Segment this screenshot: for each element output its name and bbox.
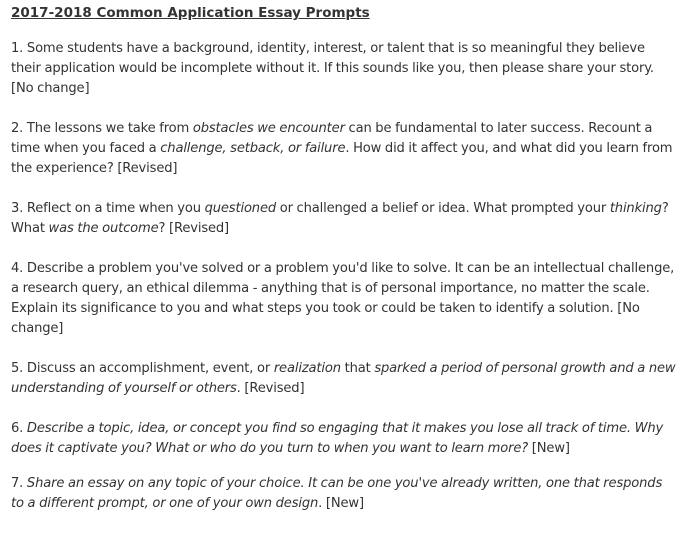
prompt-list <box>11 39 677 514</box>
prompt-italic-text: Describe a topic, idea, or concept you find so engaging that it makes you lose all track of time. Why does it captivate you? What or who do you turn to when you want to learn more? <box>11 421 664 456</box>
prompt-text: . [New] <box>318 496 364 511</box>
prompt-text: 1. Some students have a background, identity, interest, or talent that is so meaningful they believe their application would be incomplete without it. If this sounds like you, then please share your story. [No change] <box>11 41 654 96</box>
prompt-italic-text: questioned <box>204 201 277 216</box>
essay-prompt-7 <box>11 474 677 514</box>
prompt-text: 2. The lessons we take from <box>11 121 193 136</box>
essay-prompt-6 <box>11 419 677 459</box>
prompt-italic-text: sparked a period of personal growth and a new understanding of yourself or others <box>11 361 676 396</box>
page-title: 2017-2018 Common Application Essay Prompts <box>11 5 370 21</box>
prompt-text: 4. Describe a problem you've solved or a problem you'd like to solve. It can be an intellectual challenge, a research query, an ethical dilemma - anything that is of personal importance, no matter the scale. Explain its significance to you and what steps you took or could be taken to identify a solution. [No change] <box>11 261 675 336</box>
essay-prompt-3 <box>11 199 677 239</box>
prompt-italic-text: Share an essay on any topic of your choice. It can be one you've already written, one that responds to a different prompt, or one of your own design <box>11 476 663 511</box>
prompt-italic-text: was the outcome <box>48 221 159 236</box>
prompt-text: or challenged a belief or idea. What prompted your <box>276 201 610 216</box>
essay-prompt-2 <box>11 119 677 179</box>
essay-prompt-5 <box>11 359 677 399</box>
essay-prompt-1 <box>11 39 677 99</box>
prompt-text: 7. <box>11 476 27 491</box>
prompt-text: 5. Discuss an accomplishment, event, or <box>11 361 274 376</box>
prompt-text: . How did it affect you, and what did you learn from the experience? [Revised] <box>11 141 673 176</box>
prompt-text: 6. <box>11 421 27 436</box>
prompt-text: ? What <box>11 201 669 236</box>
prompt-text: that <box>340 361 375 376</box>
prompt-text: [New] <box>528 441 570 456</box>
prompt-italic-text: challenge, setback, or failure <box>160 141 346 156</box>
prompt-italic-text: thinking <box>609 201 662 216</box>
prompt-text: . [Revised] <box>236 381 305 396</box>
prompt-text: can be fundamental to later success. Recount a time when you faced a <box>11 121 653 156</box>
document <box>11 3 677 534</box>
prompt-italic-text: obstacles we encounter <box>192 121 345 136</box>
prompt-text: 3. Reflect on a time when you <box>11 201 205 216</box>
prompt-text: ? [Revised] <box>158 221 230 236</box>
essay-prompt-4 <box>11 259 677 339</box>
prompt-italic-text: realization <box>273 361 341 376</box>
